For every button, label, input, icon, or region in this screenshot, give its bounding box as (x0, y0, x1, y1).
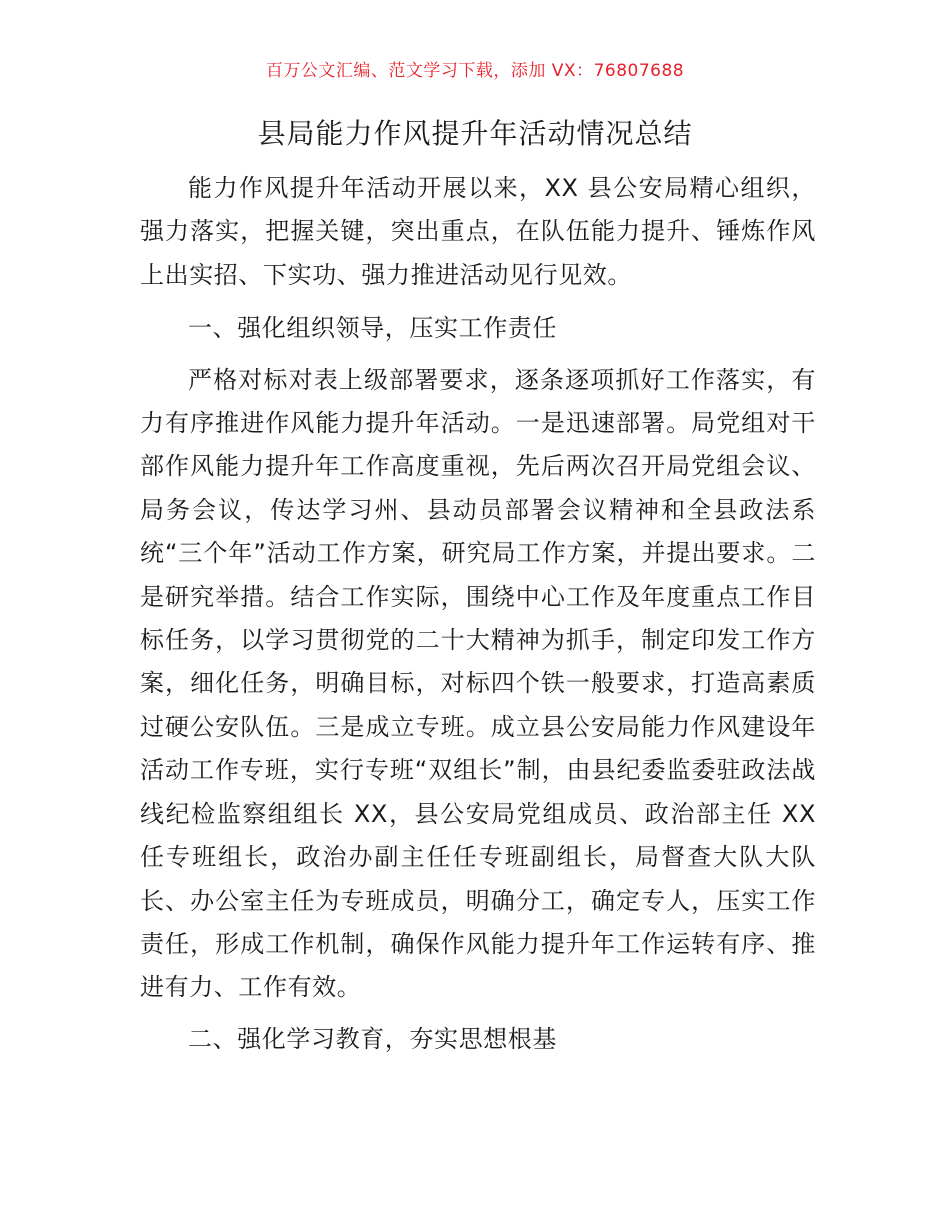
document-body (140, 167, 816, 1061)
spacer (140, 297, 816, 307)
intro-paragraph: 能力作风提升年活动开展以来，XX 县公安局精心组织，强力落实，把握关键，突出重点，在队伍能力提升、锤炼作风上出实招、下实功、强力推进活动见行见效。 (140, 174, 816, 289)
section-2-heading: 二、强化学习教育，夯实思想根基 (188, 1024, 557, 1053)
spacer (140, 1010, 816, 1018)
section-1-paragraph: 严格对标对表上级部署要求，逐条逐项抓好工作落实，有力有序推进作风能力提升年活动。一是迅速部署。局党组对干部作风能力提升年工作高度重视，先后两次召开局党组会议、局务会议，传达学习州、县动员部署会议精神和全县政法系统“三个年”活动工作方案，研究局工作方案，并提出要求。二是研究举措。结合工作实际，围绕中心工作及年度重点工作目标任务，以学习贯彻党的二十大精神为抓手，制定印发工作方案，细化任务，明确目标，对标四个铁一般要求，打造高素质过硬公安队伍。三是成立专班。成立县公安局能力作风建设年活动工作专班，实行专班“双组长”制，由县纪委监委驻政法战线纪检监察组组长 XX，县公安局党组成员、政治部主任 XX 任专班组长，政治办副主任任专班副组长，局督查大队大队长、办公室主任为专班成员，明确分工，确定专人，压实工作责任，形成工作机制，确保作风能力提升年工作运转有序、推进有力、工作有效。 (140, 365, 816, 1002)
document-title: 县局能力作风提升年活动情况总结 (257, 117, 693, 150)
header-banner: 百万公文汇编、范文学习下载，添加 VX：76807688 (265, 61, 685, 81)
spacer (140, 351, 816, 359)
section-1-heading: 一、强化组织领导，压实工作责任 (188, 314, 557, 343)
